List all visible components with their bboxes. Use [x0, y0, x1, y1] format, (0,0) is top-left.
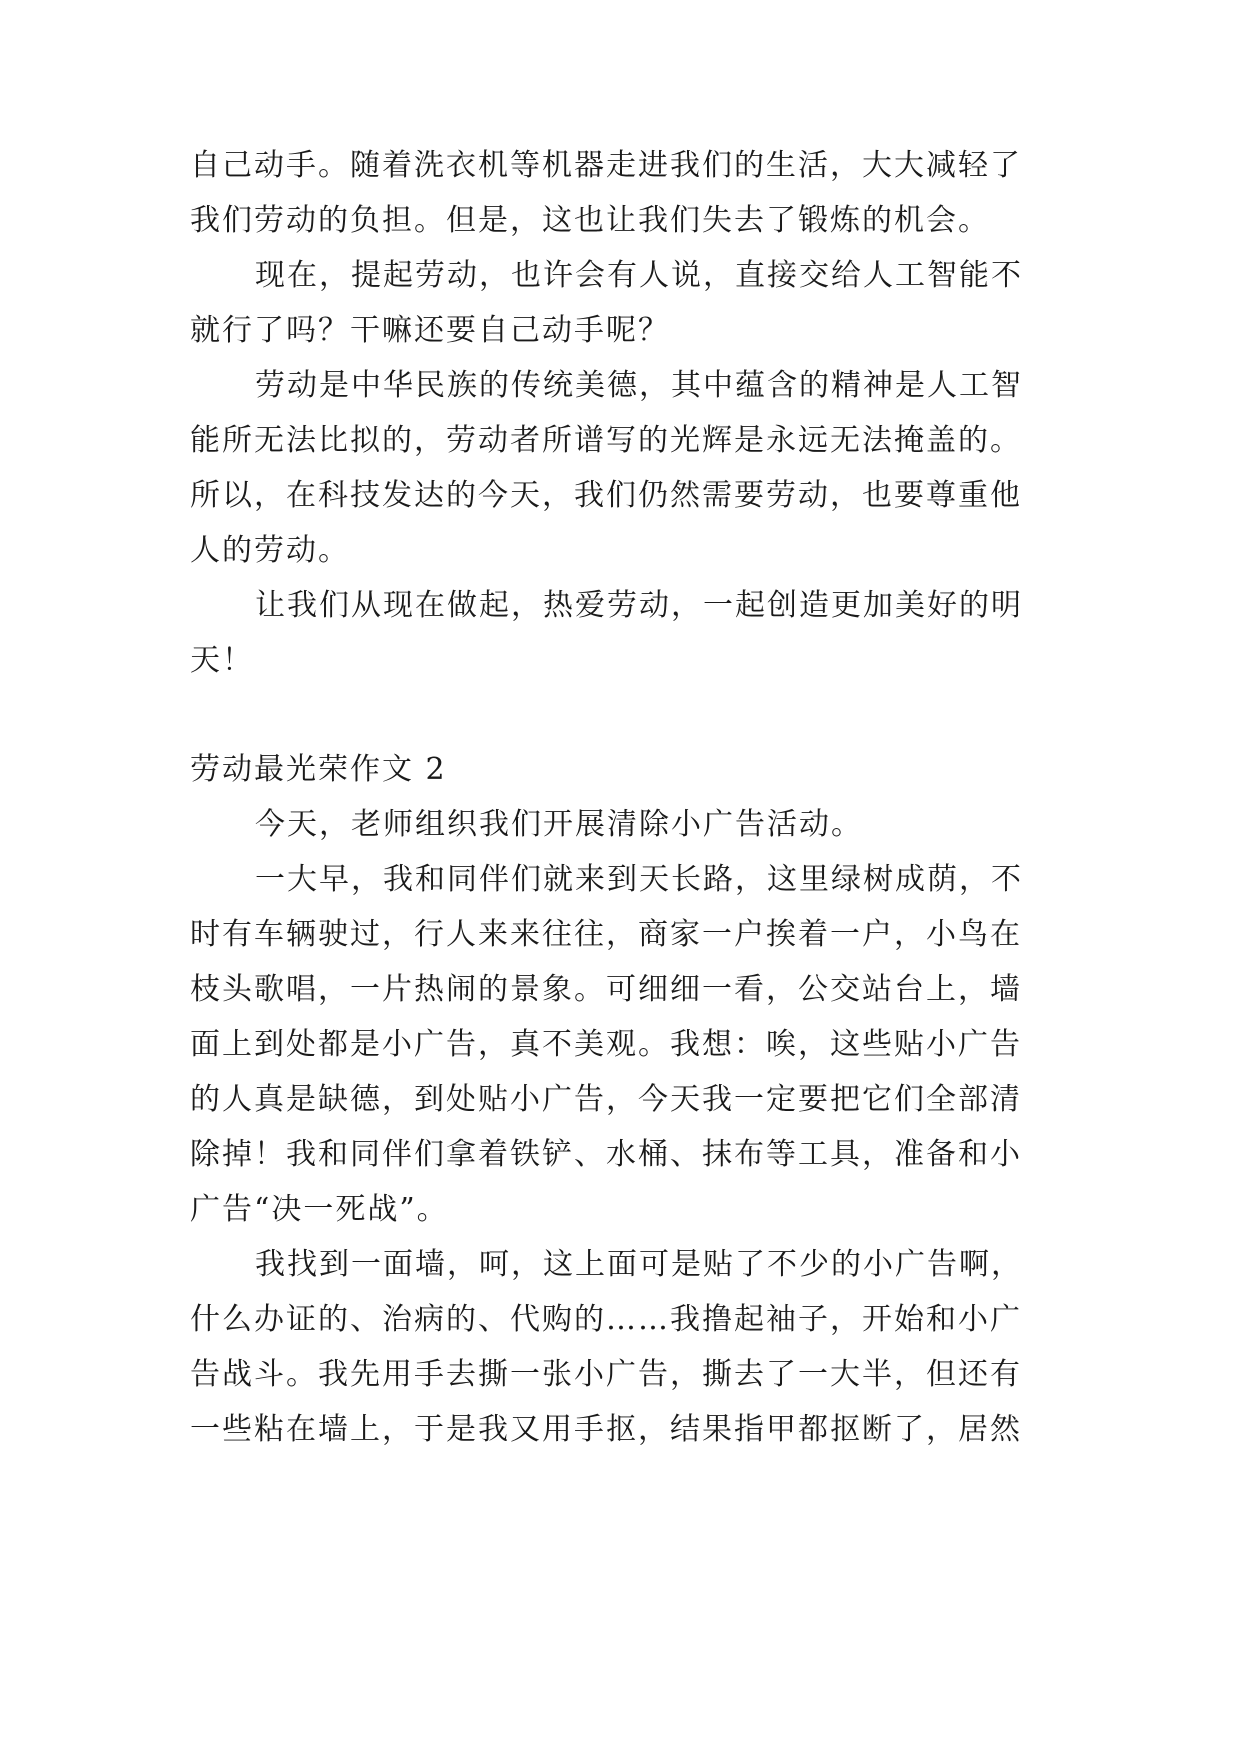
paragraph-line: 劳动是中华民族的传统美德，其中蕴含的精神是人工智 — [255, 368, 1023, 403]
paragraph-line: 时有车辆驶过，行人来来往往，商家一户挨着一户，小鸟在 — [190, 917, 1022, 952]
paragraph-line: 一些粘在墙上，于是我又用手抠，结果指甲都抠断了，居然 — [190, 1412, 1022, 1447]
paragraph-line: 我找到一面墙，呵，这上面可是贴了不少的小广告啊， — [255, 1247, 1023, 1282]
section-title: 劳动最光荣作文 2 — [190, 752, 447, 787]
paragraph-line: 广告“决一死战”。 — [190, 1192, 449, 1227]
paragraph-line: 人的劳动。 — [190, 533, 350, 568]
paragraph-line: 能所无法比拟的，劳动者所谱写的光辉是永远无法掩盖的。 — [190, 423, 1022, 458]
paragraph-line: 除掉！我和同伴们拿着铁铲、水桶、抹布等工具，准备和小 — [190, 1137, 1022, 1172]
paragraph-line: 什么办证的、治病的、代购的……我撸起袖子，开始和小广 — [190, 1302, 1022, 1337]
paragraph-line: 让我们从现在做起，热爱劳动，一起创造更加美好的明 — [255, 588, 1023, 623]
paragraph-line: 面上到处都是小广告，真不美观。我想：唉，这些贴小广告 — [190, 1027, 1022, 1062]
paragraph-line: 的人真是缺德，到处贴小广告，今天我一定要把它们全部清 — [190, 1082, 1022, 1117]
paragraph-line: 我们劳动的负担。但是，这也让我们失去了锻炼的机会。 — [190, 203, 990, 238]
paragraph-line: 一大早，我和同伴们就来到天长路，这里绿树成荫，不 — [255, 862, 1023, 897]
paragraph-line: 就行了吗？干嘛还要自己动手呢？ — [190, 313, 670, 348]
paragraph-line: 自己动手。随着洗衣机等机器走进我们的生活，大大减轻了 — [190, 148, 1022, 183]
paragraph-line: 所以，在科技发达的今天，我们仍然需要劳动，也要尊重他 — [190, 478, 1022, 513]
paragraph-line: 枝头歌唱，一片热闹的景象。可细细一看，公交站台上，墙 — [190, 972, 1022, 1007]
paragraph-line: 告战斗。我先用手去撕一张小广告，撕去了一大半，但还有 — [190, 1357, 1022, 1392]
paragraph-line: 现在，提起劳动，也许会有人说，直接交给人工智能不 — [255, 258, 1023, 293]
paragraph-line: 今天，老师组织我们开展清除小广告活动。 — [255, 807, 863, 842]
paragraph-line: 天！ — [190, 643, 254, 678]
